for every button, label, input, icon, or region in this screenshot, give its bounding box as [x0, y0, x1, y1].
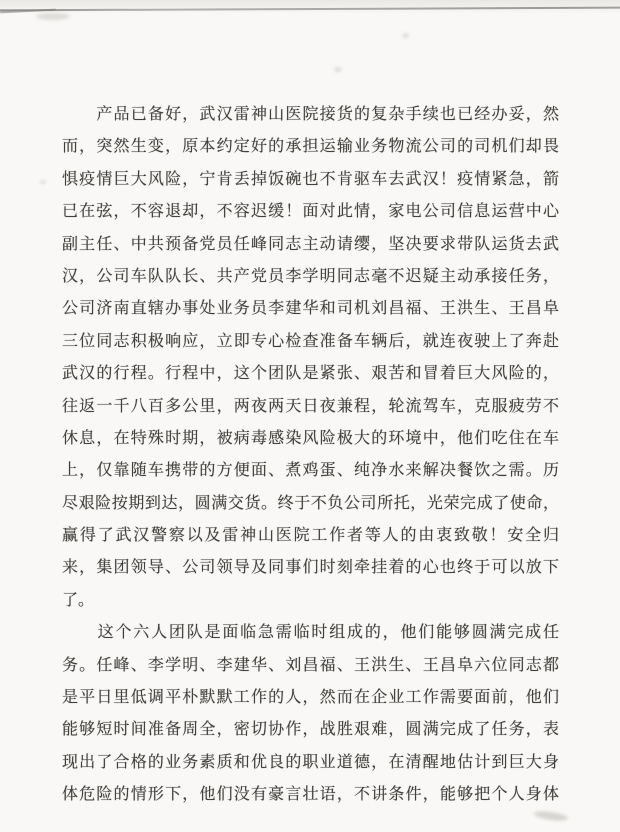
text-line: 现出了合格的业务素质和优良的职业道德，在清醒地估计到巨大身	[62, 751, 559, 771]
scan-smudge	[36, 13, 70, 20]
text-line: 产品已备好，武汉雷神山医院接货的复杂手续也已经办妥，然	[62, 104, 559, 123]
text-line: 来，集团领导、公司领导及同事们时刻牵挂着的心也终于可以放下	[62, 557, 559, 577]
text-line: 往返一千八百多公里，两夜两天日夜兼程，轮流驾车，克服疲劳不	[62, 395, 559, 415]
text-line: 副主任、中共预备党员任峰同志主动请缨，坚决要求带队运货去武	[62, 233, 559, 253]
text-line: 了。	[62, 589, 95, 609]
scan-smudge	[402, 33, 409, 38]
text-line: 是平日里低调平朴默默工作的人，然而在企业工作需要面前，他们	[62, 687, 559, 707]
text-line: 尽艰险按期到达，圆满交货。终于不负公司所托，光荣完成了使命，	[62, 492, 559, 512]
scan-smudge	[334, 67, 342, 72]
scan-top-edge-line	[0, 7, 620, 11]
scan-smudge	[534, 810, 569, 823]
text-line: 上，仅靠随车携带的方便面、煮鸡蛋、纯净水来解决餐饮之需。历	[62, 460, 559, 480]
text-line: 三位同志积极响应，立即专心检查准备车辆后，就连夜驶上了奔赴	[62, 330, 559, 350]
text-line: 这个六人团队是面临急需临时组成的，他们能够圆满完成任	[62, 622, 559, 642]
text-line: 武汉的行程。行程中，这个团队是紧张、艰苦和冒着巨大风险的，	[62, 363, 559, 383]
text-line: 休息，在特殊时期，被病毒感染风险极大的环境中，他们吃住在车	[62, 427, 559, 447]
text-line: 惧疫情巨大风险，宁肯丢掉饭碗也不肯驱车去武汉！疫情紧急，箭	[62, 168, 559, 188]
document-text-block	[62, 98, 559, 811]
text-line: 而，突然生变，原本约定好的承担运输业务物流公司的司机们却畏	[62, 136, 559, 156]
text-line: 公司济南直辖办事处业务员李建华和司机刘昌福、王洪生、王昌阜	[62, 298, 559, 318]
text-line: 务。任峰、李学明、李建华、刘昌福、王洪生、王昌阜六位同志都	[62, 654, 559, 674]
text-line: 体危险的情形下，他们没有豪言壮语，不讲条件，能够把个人身体	[62, 784, 559, 804]
text-line: 赢得了武汉警察以及雷神山医院工作者等人的由衷致敬！安全归	[62, 525, 559, 545]
text-line: 已在弦，不容退却，不容迟缓！面对此情，家电公司信息运营中心	[62, 201, 559, 221]
scan-smudge	[40, 180, 46, 184]
text-line: 能够短时间准备周全，密切协作，战胜艰难，圆满完成了任务，表	[62, 719, 559, 739]
text-line: 汉，公司车队队长、共产党员李学明同志毫不迟疑主动承接任务，	[62, 265, 559, 285]
